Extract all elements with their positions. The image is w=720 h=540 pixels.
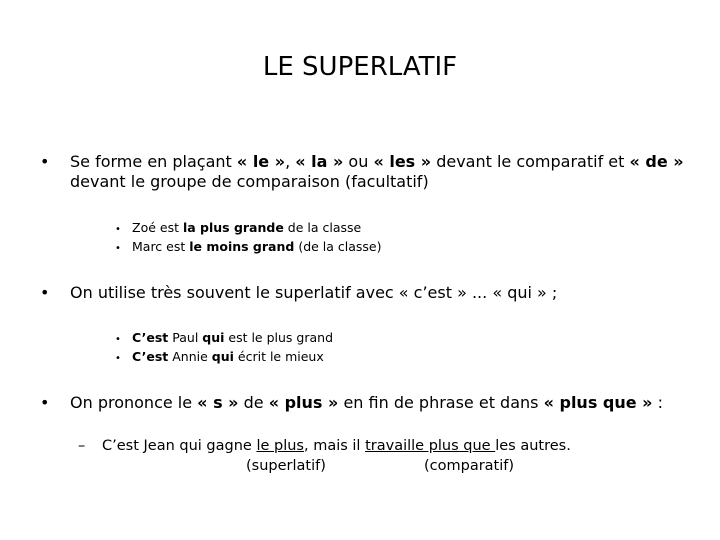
dash-icon: –	[78, 438, 86, 454]
bullet-icon: •	[40, 152, 50, 171]
bullet-icon: •	[40, 393, 50, 412]
slide-title: LE SUPERLATIF	[262, 52, 458, 82]
comparatif-phrase: travaille plus que	[365, 438, 496, 454]
bullet-icon: •	[115, 243, 121, 254]
sub-bullet-1-1: • Zoé est la plus grande de la classe	[115, 218, 361, 239]
example-sentence: – C’est Jean qui gagne le plus, mais il travaille plus que les autres.	[78, 438, 571, 454]
bullet-icon: •	[115, 334, 121, 345]
bullet-2-text: On utilise très souvent le superlatif avec « c’est » ... « qui » ;	[70, 283, 558, 302]
superlatif-label: (superlatif)	[246, 458, 326, 474]
bullet-1-line-1: Se forme en plaçant « le », « la » ou « les » devant le comparatif et « de »	[70, 152, 684, 171]
sub-bullet-1-2: • Marc est le moins grand (de la classe)	[115, 237, 382, 258]
bullet-icon: •	[115, 353, 121, 364]
bullet-3-text: On prononce le « s » de « plus » en fin de phrase et dans « plus que » :	[70, 393, 663, 412]
bullet-icon: •	[40, 283, 50, 302]
bullet-icon: •	[115, 224, 121, 235]
bullet-1-line-2: devant le groupe de comparaison (facultatif)	[70, 172, 429, 191]
sub-bullet-2-2: • C’est Annie qui écrit le mieux	[115, 347, 324, 368]
sub-bullet-2-1: • C’est Paul qui est le plus grand	[115, 328, 333, 349]
comparatif-label: (comparatif)	[424, 458, 515, 474]
superlatif-phrase: le plus	[256, 438, 304, 454]
